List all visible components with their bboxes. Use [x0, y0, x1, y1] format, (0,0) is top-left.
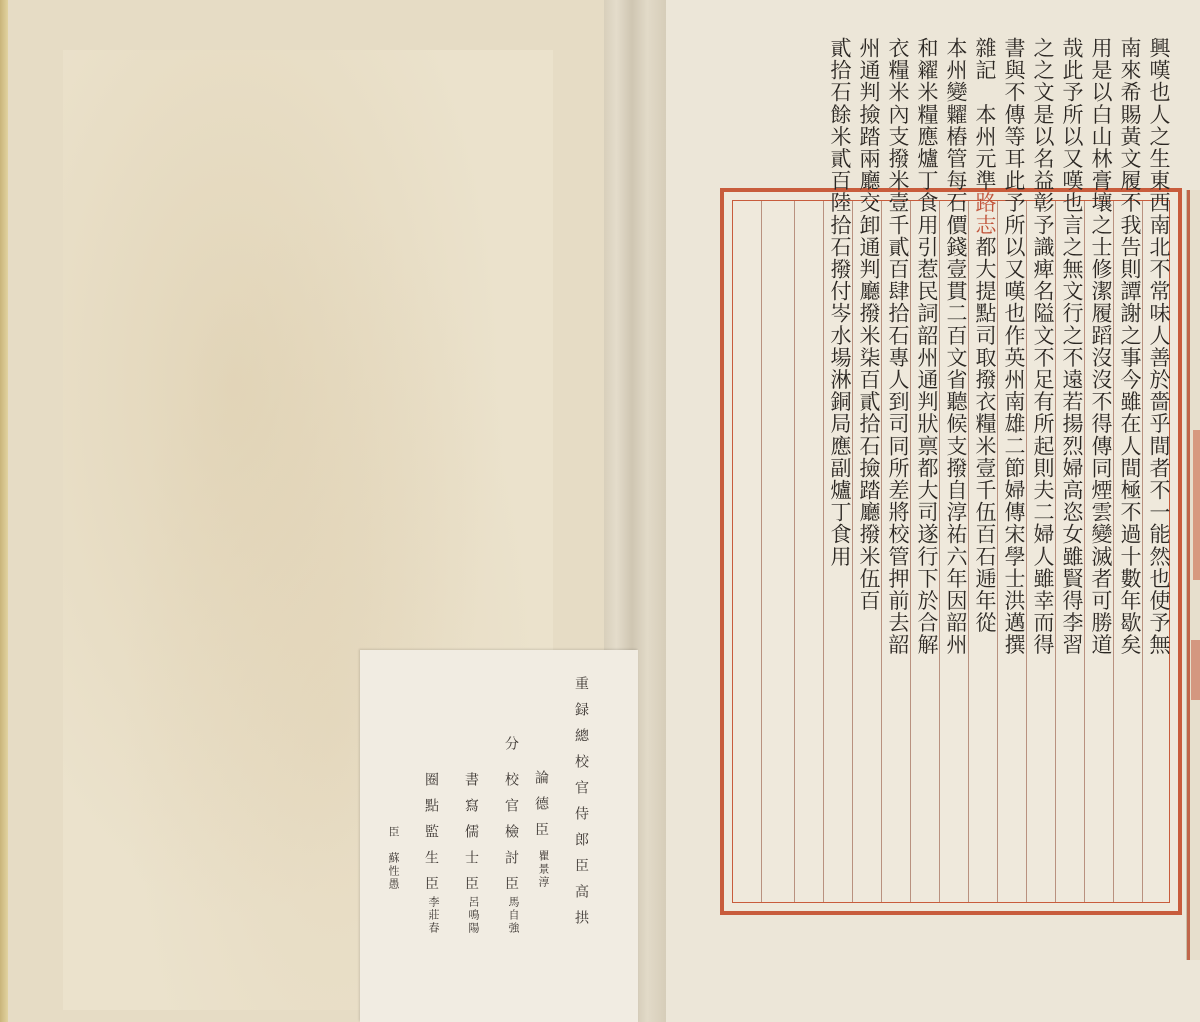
text-column-6: 書與不傳等耳此予所以又嘆也作英州南雄二節婦傳宋學士洪邁撰 — [1002, 37, 1026, 656]
leaf-red-mark-2 — [1191, 640, 1200, 700]
slip-col3-title: 校官檢討臣 — [503, 772, 519, 902]
text-column-1: 興嘆也人之生東西南北不常味人善於嗇乎間者不一能然也使予無 — [1147, 37, 1171, 656]
text-column-3: 用是以白山林膏壤之士修潔履蹈沒沒不得傳同煙雲變滅者可勝道 — [1089, 37, 1113, 656]
slip-chief-collator: 重録總校官侍郎臣高拱 — [573, 676, 589, 936]
slip-col5-name: 李莊春 — [427, 896, 440, 935]
slip-col4-title: 書寫儒士臣 — [463, 772, 479, 902]
text-column-12: 貳拾石餘米貳百陸拾石撥付岑水場淋銅局應副爐丁食用 — [828, 37, 852, 568]
text-column-9: 和糴米糧應爐丁食用引惹民詞韶州通判狀禀都大司遂行下於合解 — [915, 37, 939, 656]
text-column-8: 本州變糶樁管每石價錢壹貫二百文省聽候支撥自淳祐六年因韶州 — [944, 37, 968, 656]
text-column-2: 南來希賜黃文履不我告則譚謝之事今雖在人間極不過十數年歇矣 — [1118, 37, 1142, 656]
slip-col2-name: 瞿景淳 — [537, 850, 550, 889]
slip-col6-name: 蘇性愚 — [387, 852, 400, 891]
leaf-red-border — [1187, 190, 1190, 960]
slip-col4-name: 呂鳴陽 — [467, 896, 480, 935]
text-column-5: 之之文是以名益彰予識痺名隘文不足有所起則夫二婦人雖幸而得 — [1031, 37, 1055, 656]
slip-col2-title: 論德臣 — [533, 770, 549, 848]
red-annotation: 路志 — [973, 191, 997, 236]
column-rule — [761, 201, 762, 902]
text-column-11: 州通判撿踏兩廳交卸通判廳撥米柒百貳拾石撿踏廳撥米伍百 — [857, 37, 881, 612]
text-column-4: 哉此予所以又嘆也言之無文行之不遠若揚烈婦高恣女雖賢得李習 — [1060, 37, 1084, 656]
slip-col3-prefix: 分 — [503, 736, 519, 762]
next-leaf-edge — [1186, 190, 1200, 960]
column-rule — [823, 201, 824, 902]
text-column-10: 衣糧米內支撥米壹千貳百肆拾石專人到司同所差將校管押前去韶 — [886, 37, 910, 656]
collation-slip — [360, 650, 638, 1022]
leaf-red-mark-1 — [1193, 430, 1200, 580]
left-page-edge — [0, 0, 8, 1022]
slip-col3-name: 馬自強 — [507, 896, 520, 935]
slip-col5-title: 圈點監生臣 — [423, 772, 439, 902]
text-column-7: 雜記 本州元準路志都大提點司取撥衣糧米壹千伍百石逓年從 — [973, 37, 997, 634]
slip-col6-title: 臣 — [387, 826, 400, 839]
column-rule — [794, 201, 795, 902]
